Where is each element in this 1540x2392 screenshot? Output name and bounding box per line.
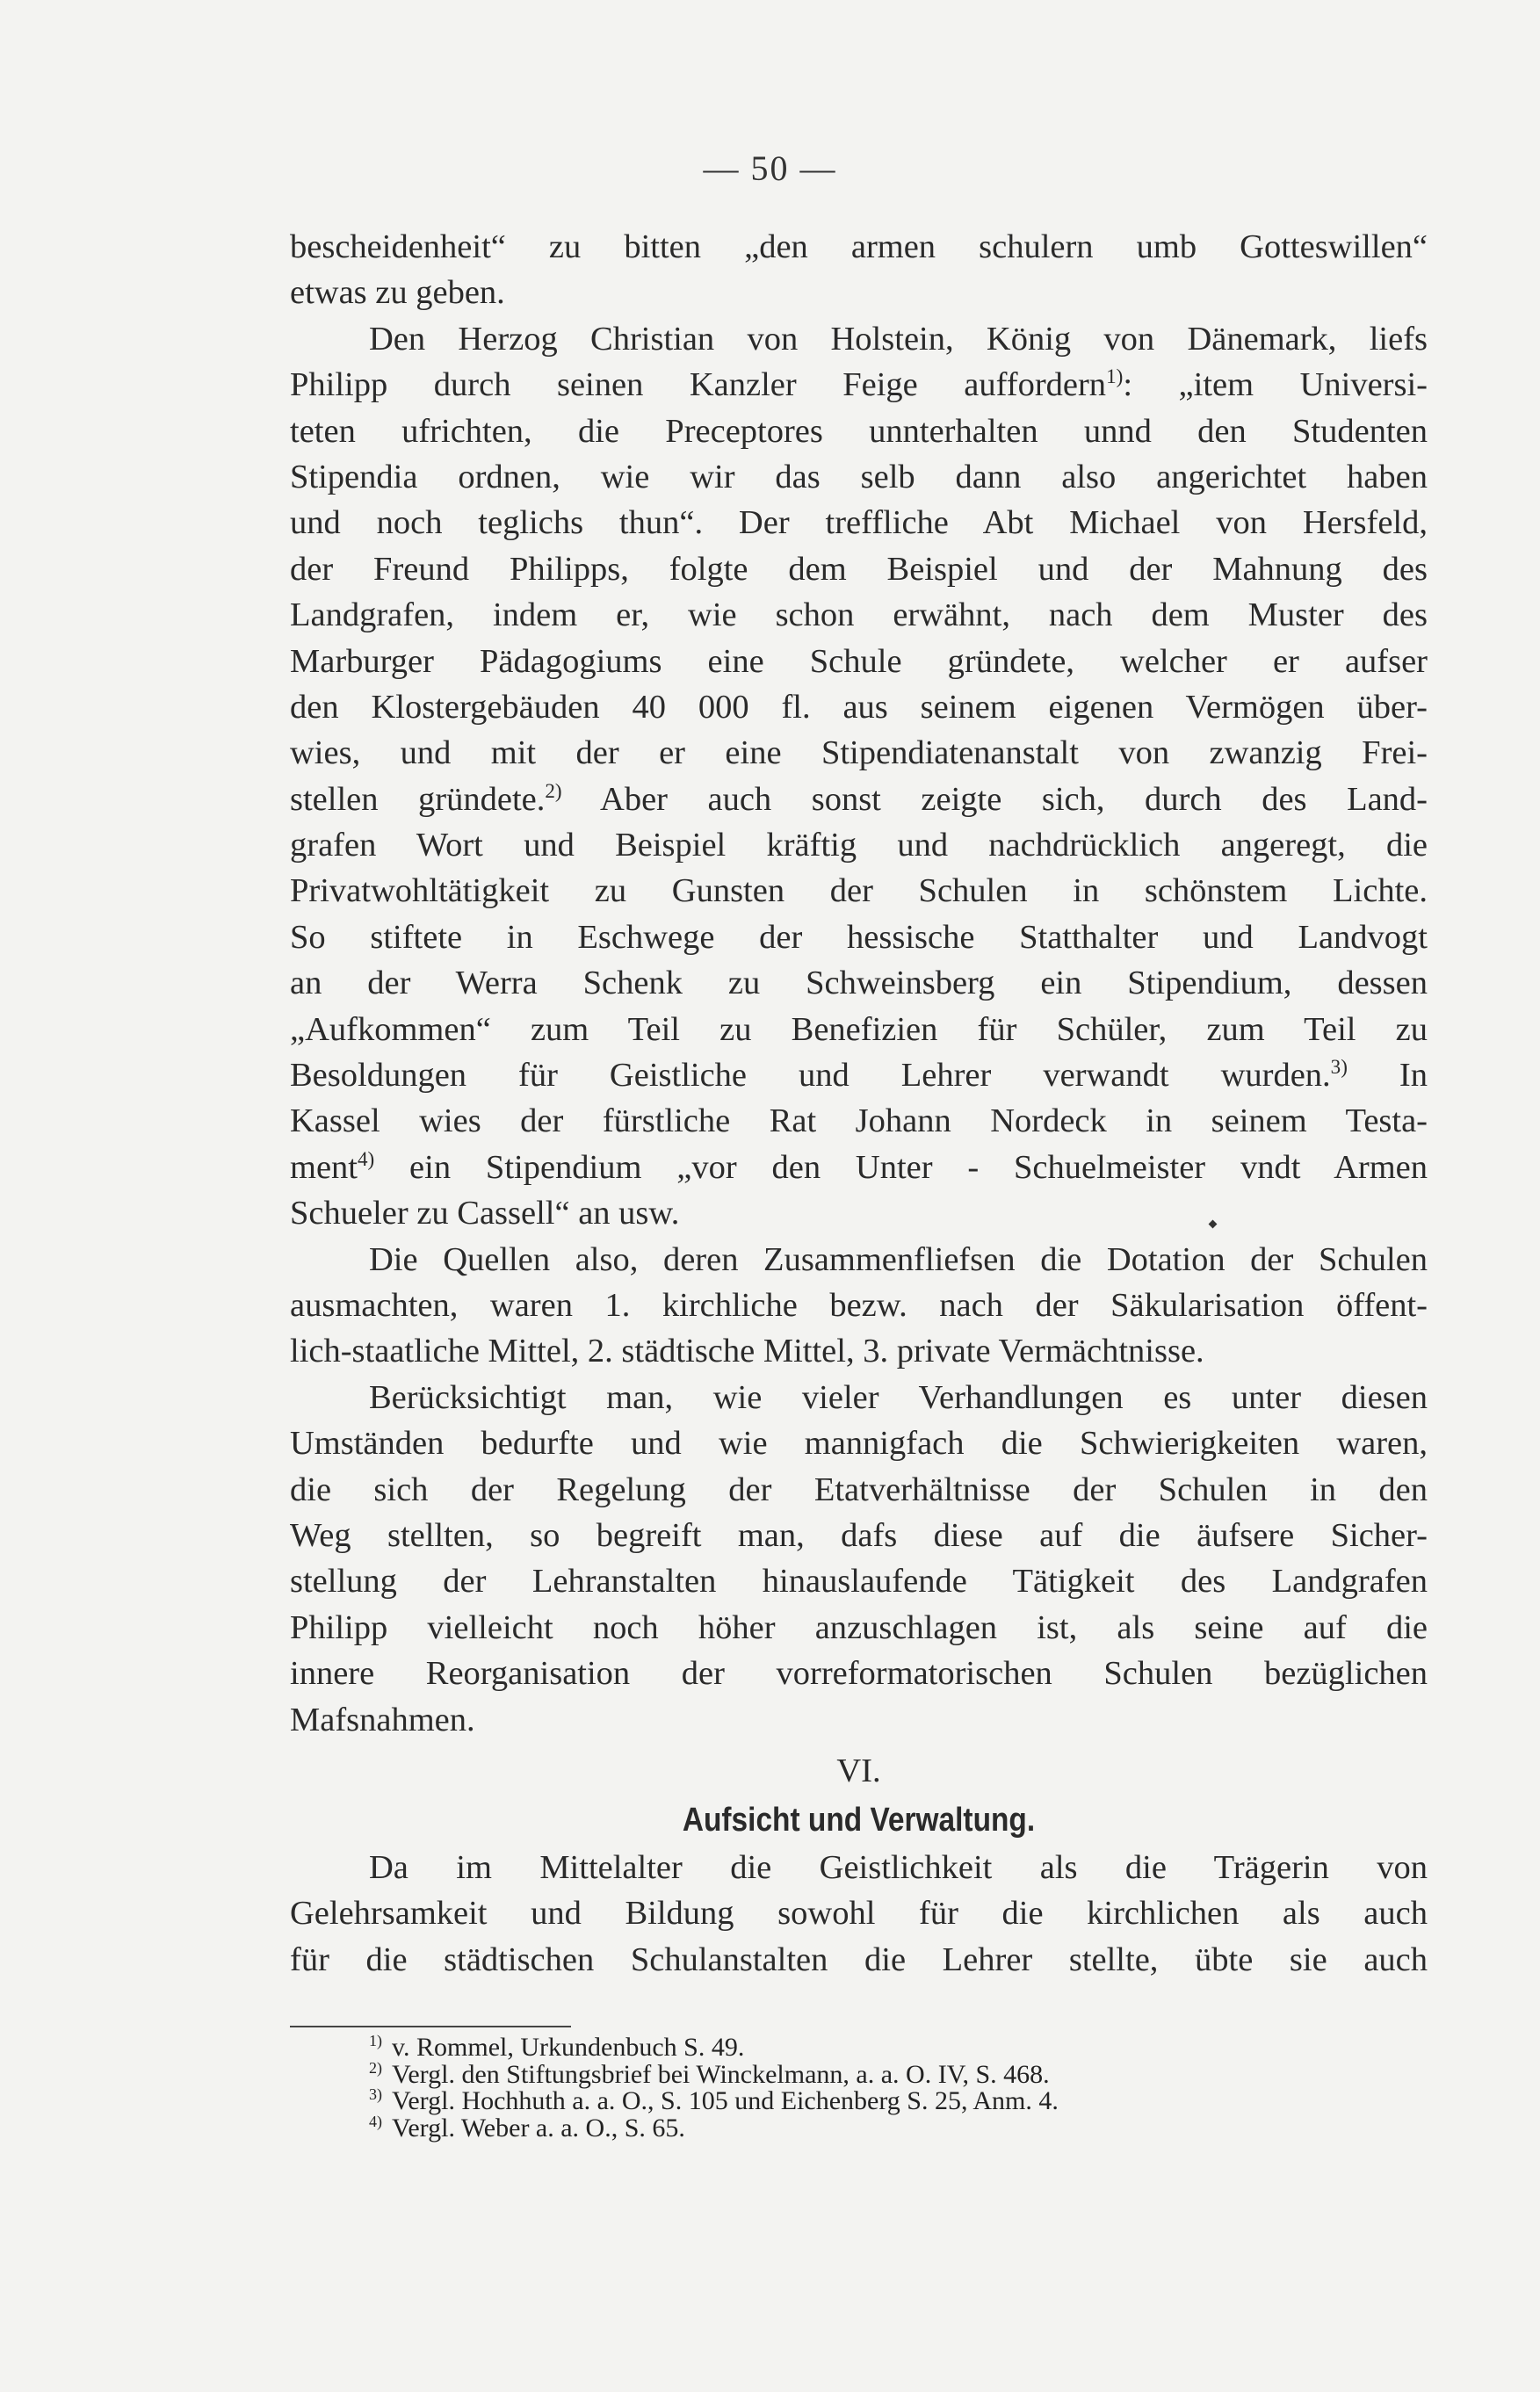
line-text: So stiftete in Eschwege der hessische Statthalter und Landvogt	[290, 918, 1428, 956]
line-text: Stipendia ordnen, wie wir das selb dann also angerichtet haben	[290, 458, 1428, 495]
text-line	[290, 822, 1428, 868]
text-line	[290, 914, 1428, 960]
text-line	[290, 592, 1428, 638]
text-line	[290, 408, 1428, 454]
line-text: Die Quellen also, deren Zusammenfliefsen die Dotation der Schulen	[369, 1240, 1428, 1278]
text-line	[290, 639, 1428, 684]
text-line	[290, 1513, 1428, 1558]
footnote-reference: 1)	[1106, 365, 1124, 388]
text-line	[290, 1145, 1428, 1190]
footnote-mark	[369, 2085, 392, 2115]
text-line	[290, 224, 1428, 270]
line-text: teten ufrichten, die Preceptores unnterhalten unnd den Studenten	[290, 412, 1428, 450]
line-text: und noch teglichs thun“. Der treffliche Abt Michael von Hersfeld,	[290, 504, 1428, 542]
line-text: der Freund Philipps, folgte dem Beispiel und der Mahnung des	[290, 550, 1428, 588]
line-text: für die städtischen Schulanstalten die Lehrer stellte, übte sie auch	[290, 1940, 1428, 1978]
section-paragraph	[290, 1845, 1428, 1983]
line-text-continuation: Aber auch sonst zeigte sich, durch des Land-	[561, 780, 1428, 818]
line-text: Den Herzog Christian von Holstein, König von Dänemark, liefs	[369, 320, 1428, 358]
line-text: innere Reorganisation der vorreformatorischen Schulen bezüglichen	[290, 1655, 1428, 1693]
text-line	[290, 1007, 1428, 1052]
line-text: Marburger Pädagogiums eine Schule gründete, welcher er aufser	[290, 642, 1428, 680]
line-text: Gelehrsamkeit und Bildung sowohl für die kirchlichen als auch	[290, 1895, 1428, 1933]
line-text: wies, und mit der er eine Stipendiatenanstalt von zwanzig Frei-	[290, 734, 1428, 772]
text-line	[290, 1467, 1428, 1513]
line-text: bescheidenheit“ zu bitten „den armen schulern umb Gotteswillen“	[290, 228, 1428, 265]
text-line	[290, 1558, 1428, 1604]
footnote-text: Vergl. Weber a. a. O., S. 65.	[392, 2113, 685, 2143]
line-text: Philipp durch seinen Kanzler Feige auffordern	[290, 366, 1107, 404]
line-text: lich-staatliche Mittel, 2. städtische Mittel, 3. private Vermächtnisse.	[290, 1333, 1204, 1370]
footnote-text: Vergl. den Stiftungsbrief bei Winckelmann, a. a. O. IV, S. 468.	[392, 2059, 1050, 2089]
footnote	[369, 2112, 1423, 2143]
line-text: ausmachten, waren 1. kirchliche bezw. nach der Säkularisation öffent-	[290, 1286, 1428, 1324]
text-line	[290, 868, 1428, 914]
text-line	[290, 270, 1428, 315]
text-line	[290, 546, 1428, 592]
line-text: den Klostergebäuden 40 000 fl. aus seinem eigenen Vermögen über-	[290, 688, 1428, 726]
line-text: Landgrafen, indem er, wie schon erwähnt, nach dem Muster des	[290, 596, 1428, 634]
line-text: die sich der Regelung der Etatverhältnisse der Schulen in den	[290, 1471, 1428, 1508]
line-text-continuation: ein Stipendium „vor den Unter - Schuelmeister vndt Armen	[374, 1148, 1428, 1186]
footnote	[369, 2085, 1423, 2115]
text-line	[290, 1190, 1428, 1236]
line-text: stellung der Lehranstalten hinauslaufende Tätigkeit des Landgrafen	[290, 1563, 1428, 1601]
text-line	[290, 960, 1428, 1006]
text-line	[290, 1283, 1428, 1328]
paragraphs-before-section	[290, 224, 1428, 1743]
footnote-mark-text: 2)	[369, 2058, 382, 2077]
line-text: stellen gründete.	[290, 780, 546, 818]
line-text: Schueler zu Cassell“ an usw.	[290, 1195, 680, 1232]
footnote	[369, 2034, 1423, 2062]
line-text: etwas zu geben.	[290, 274, 505, 312]
line-text: Umständen bedurfte und wie mannigfach die Schwierigkeiten waren,	[290, 1425, 1428, 1463]
line-text: Da im Mittelalter die Geistlichkeit als die Trägerin von	[369, 1848, 1428, 1886]
text-line	[290, 1937, 1428, 1983]
text-line	[290, 1890, 1428, 1936]
text-line	[290, 1651, 1428, 1696]
footnote-reference: 4)	[357, 1146, 375, 1170]
footnote-rule	[290, 2026, 571, 2027]
footnote-mark	[369, 2058, 392, 2089]
body-text	[290, 224, 1428, 1983]
text-line	[290, 1845, 1428, 1890]
footnote-text: v. Rommel, Urkundenbuch S. 49.	[392, 2033, 745, 2062]
footnotes	[369, 2034, 1423, 2142]
line-text: Berücksichtigt man, wie vieler Verhandlungen es unter diesen	[369, 1378, 1428, 1416]
footnote-mark-text: 3)	[369, 2085, 382, 2103]
text-line	[290, 1605, 1428, 1651]
line-text: Mafsnahmen.	[290, 1701, 475, 1738]
line-text: grafen Wort und Beispiel kräftig und nachdrücklich angeregt, die	[290, 827, 1428, 864]
footnote-reference: 3)	[1330, 1055, 1348, 1079]
line-text: Philipp vielleicht noch höher anzuschlagen ist, als seine auf die	[290, 1608, 1428, 1646]
text-line	[290, 1237, 1428, 1283]
footnote-mark	[369, 2034, 392, 2062]
page-number: — 50 —	[703, 148, 837, 188]
footnote-text: Vergl. Hochhuth a. a. O., S. 105 und Eichenberg S. 25, Anm. 4.	[392, 2086, 1059, 2115]
line-text: „Aufkommen“ zum Teil zu Benefizien für Schüler, zum Teil zu	[290, 1010, 1428, 1048]
text-line	[290, 1697, 1428, 1743]
section-number: VI.	[836, 1752, 881, 1789]
text-line	[290, 454, 1428, 500]
line-text-continuation: In	[1347, 1057, 1428, 1095]
text-line	[290, 1375, 1428, 1420]
line-text: an der Werra Schenk zu Schweinsberg ein Stipendium, dessen	[290, 965, 1428, 1002]
footnote	[369, 2058, 1423, 2089]
text-line	[290, 730, 1428, 776]
text-line	[290, 1328, 1428, 1374]
text-line	[290, 316, 1428, 362]
text-line	[290, 362, 1428, 408]
text-line	[290, 777, 1428, 822]
text-line	[290, 1052, 1428, 1098]
footnote-mark-text: 4)	[369, 2112, 382, 2130]
line-text: Weg stellten, so begreift man, dafs diese auf die äufsere Sicher-	[290, 1516, 1428, 1554]
section-title: Aufsicht und Verwaltung.	[682, 1801, 1036, 1839]
text-line	[290, 500, 1428, 546]
footnote-reference: 2)	[545, 778, 562, 802]
line-text: Besoldungen für Geistliche und Lehrer verwandt wurden.	[290, 1057, 1331, 1095]
text-line	[290, 1098, 1428, 1144]
line-text: Kassel wies der fürstliche Rat Johann Nordeck in seinem Testa-	[290, 1102, 1428, 1140]
line-text: Privatwohltätigkeit zu Gunsten der Schulen in schönstem Lichte.	[290, 872, 1428, 910]
footnote-mark	[369, 2112, 392, 2143]
line-text: ment	[290, 1148, 358, 1186]
line-text-continuation: : „item Universi-	[1123, 366, 1428, 404]
footnote-mark-text: 1)	[369, 2032, 382, 2049]
text-line	[290, 684, 1428, 730]
text-line	[290, 1420, 1428, 1466]
